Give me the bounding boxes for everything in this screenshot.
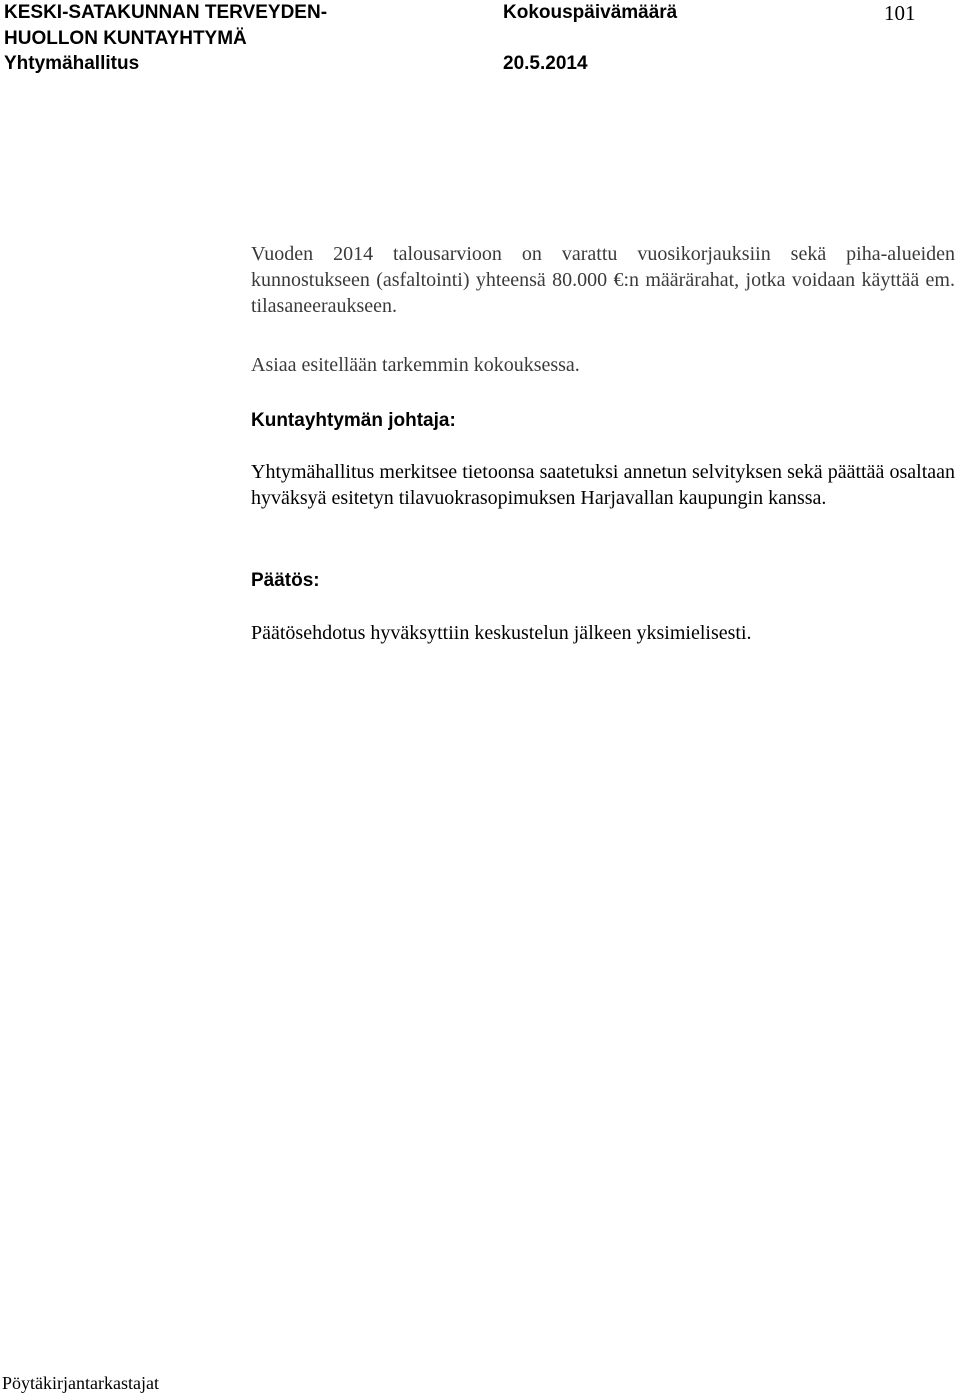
budget-paragraph: Vuoden 2014 talousarvioon on varattu vuosikorjauksiin sekä piha-alueiden kunnostukseen (asfaltointi) yhteensä 80.000 €:n määrärahat, jotka voidaan käyttää em. tilasaneeraukseen. xyxy=(251,243,955,317)
decision-paragraph: Päätösehdotus hyväksyttiin keskustelun jälkeen yksimielisesti. xyxy=(251,622,752,644)
organization-name-line1: KESKI-SATAKUNNAN TERVEYDEN- xyxy=(4,2,328,23)
proposal-paragraph: Yhtymähallitus merkitsee tietoonsa saatetuksi annetun selvityksen sekä päättää osaltaan hyväksyä esitetyn tilavuokrasopimuksen Harjavallan kaupungin kanssa. xyxy=(251,461,955,509)
meeting-date-label: Kokouspäivämäärä xyxy=(503,2,678,23)
presentation-paragraph: Asiaa esitellään tarkemmin kokouksessa. xyxy=(251,354,580,376)
governing-body-name: Yhtymähallitus xyxy=(4,53,140,74)
page-number: 101 xyxy=(884,1,916,25)
minutes-checkers-label: Pöytäkirjantarkastajat xyxy=(2,1373,159,1393)
organization-name-line2: HUOLLON KUNTAYHTYMÄ xyxy=(4,28,247,49)
meeting-date: 20.5.2014 xyxy=(503,53,588,74)
director-heading: Kuntayhtymän johtaja: xyxy=(251,410,456,431)
decision-heading: Päätös: xyxy=(251,570,320,591)
